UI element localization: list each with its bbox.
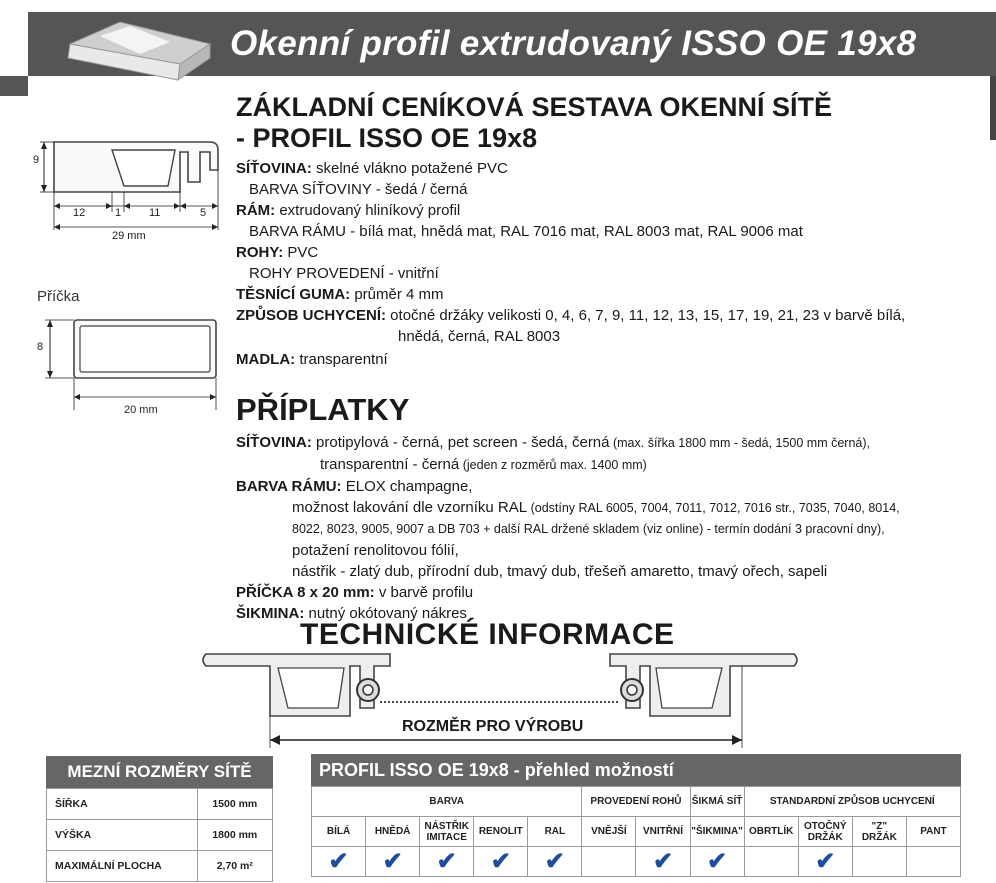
profile-cross-section-diagram [30, 130, 230, 245]
profil-table [311, 754, 961, 877]
check-icon: ✔ [652, 847, 674, 875]
mezni-title: MEZNÍ ROZMĚRY SÍTĚ [46, 756, 273, 788]
spec-row: hnědá, černá, RAL 8003 [398, 328, 561, 345]
group-uchyceni: STANDARDNÍ ZPŮSOB UCHYCENÍ [744, 787, 960, 817]
dim-9-label: 9 [33, 154, 40, 166]
priplatky-title: PŘÍPLATKY [236, 392, 410, 427]
table-header-row: BÍLÁ HNĚDÁ NÁSTŘIK IMITACE RENOLIT RAL VNĚJŠÍ VNITŘNÍ "ŠIKMINA" OBRTLÍK OTOČNÝ DRŽÁK "Z" DRŽÁK PANT [312, 817, 961, 847]
spec-row: TĚSNÍCÍ GUMA: průměr 4 mm [236, 286, 444, 303]
check-cell [690, 847, 744, 877]
check-icon: ✔ [490, 847, 511, 875]
table-header-row [312, 787, 961, 817]
rozmer-label: ROZMĚR PRO VÝROBU [402, 718, 584, 735]
priplatky-row: PŘÍČKA 8 x 20 mm: v barvě profilu [236, 584, 474, 601]
profile-3d-image [60, 14, 220, 84]
check-cell [312, 847, 366, 877]
dim-11-label: 11 [149, 207, 161, 219]
pricka-label: Příčka [37, 288, 80, 305]
spec-row: SÍŤOVINA: skelné vlákno potažené PVC [236, 160, 508, 177]
priplatky-row: transparentní - černá (jeden z rozměrů max. 1400 mm) [320, 456, 647, 473]
check-icon: ✔ [707, 847, 728, 875]
spec-row: ROHY PROVEDENÍ - vnitřní [249, 265, 439, 282]
dim-12-label: 12 [73, 207, 86, 219]
check-cell [852, 847, 906, 877]
check-icon: ✔ [436, 847, 457, 875]
dim-8-label: 8 [37, 341, 44, 353]
priplatky-row: nástřik - zlatý dub, přírodní dub, tmavý dub, třešeň amaretto, tmavý ořech, sapeli [292, 563, 828, 580]
priplatky-row: SÍŤOVINA: protipylová - černá, pet screen - šedá, černá (max. šířka 1800 mm - šedá, 1500 mm černá), [236, 434, 871, 451]
table-row: MAXIMÁLNÍ PLOCHA 2,70 m² [47, 851, 273, 882]
check-cell [636, 847, 690, 877]
table-row: ŠÍŘKA 1500 mm [47, 789, 273, 820]
check-icon: ✔ [815, 847, 836, 875]
spec-row: ZPŮSOB UCHYCENÍ: otočné držáky velikosti 0, 4, 6, 7, 9, 11, 12, 13, 15, 17, 19, 21, 23 v barvě bílá, [236, 307, 906, 324]
main-title-line1: ZÁKLADNÍ CENÍKOVÁ SESTAVA OKENNÍ SÍTĚ [236, 92, 833, 122]
priplatky-row: BARVA RÁMU: ELOX champagne, [236, 478, 473, 495]
table-row [312, 847, 961, 877]
dim-29-label: 29 mm [112, 230, 146, 242]
mezni-table [46, 756, 273, 882]
header-tab [0, 76, 28, 96]
check-cell [798, 847, 852, 877]
pricka-diagram [30, 310, 230, 415]
spec-row: ROHY: PVC [236, 244, 319, 261]
spec-row: BARVA SÍŤOVINY - šedá / černá [249, 181, 468, 198]
dim-20-label: 20 mm [124, 404, 158, 416]
table-row: VÝŠKA 1800 mm [47, 820, 273, 851]
header-title: Okenní profil extrudovaný ISSO OE 19x8 [230, 24, 917, 63]
check-icon: ✔ [382, 847, 403, 875]
check-cell [744, 847, 798, 877]
priplatky-row: možnost lakování dle vzorníku RAL (odstíny RAL 6005, 7004, 7011, 7012, 7016 str., 7035, 7040, 8014, [292, 499, 900, 516]
right-edge-bar [990, 76, 996, 140]
tech-title: TECHNICKÉ INFORMACE [300, 618, 675, 651]
check-cell [906, 847, 960, 877]
profil-title: PROFIL ISSO OE 19x8 - přehled možností [311, 754, 961, 786]
main-title-line2: - PROFIL ISSO OE 19x8 [236, 123, 538, 153]
priplatky-row: 8022, 8023, 9005, 9007 a DB 703 + další RAL držené skladem (viz online) - termín dodání 3 pracovní dny), [292, 522, 885, 536]
group-sikma: ŠIKMÁ SÍŤ [690, 787, 744, 817]
dim-1-label: 1 [115, 207, 122, 219]
check-cell [366, 847, 420, 877]
priplatky-row: potažení renolitovou fólií, [292, 542, 459, 559]
group-provedeni: PROVEDENÍ ROHŮ [582, 787, 690, 817]
spec-row: MADLA: transparentní [236, 351, 388, 368]
check-cell [474, 847, 528, 877]
check-icon: ✔ [328, 847, 349, 875]
priplatky-row: ŠIKMINA: nutný okótovaný nákres [236, 605, 467, 622]
check-cell [582, 847, 636, 877]
group-barva: BARVA [312, 787, 582, 817]
check-icon: ✔ [544, 847, 565, 875]
dim-5-label: 5 [200, 207, 207, 219]
spec-row: BARVA RÁMU - bílá mat, hnědá mat, RAL 7016 mat, RAL 8003 mat, RAL 9006 mat [249, 223, 803, 240]
priplatky-list [236, 432, 900, 624]
spec-row: RÁM: extrudovaný hliníkový profil [236, 202, 461, 219]
spec-list [236, 158, 905, 370]
check-cell [528, 847, 582, 877]
check-cell [420, 847, 474, 877]
